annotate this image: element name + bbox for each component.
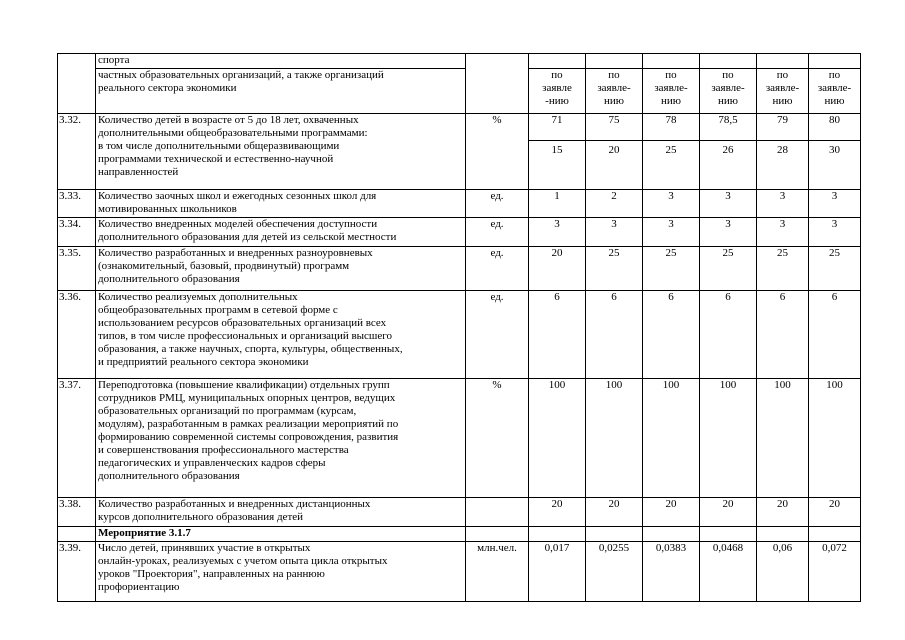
- cell-value: 25: [643, 140, 699, 157]
- cell-value: 0,072: [809, 542, 861, 602]
- cell-value: 3: [643, 190, 700, 218]
- cell-text: спорта: [96, 54, 466, 69]
- cell-value: по заявле- нию: [586, 69, 643, 114]
- cell-unit: ед.: [466, 190, 529, 218]
- cell-value: 6: [757, 291, 809, 379]
- cell-unit: ед.: [466, 247, 529, 291]
- row-number: 3.35.: [58, 247, 96, 291]
- table-row: [58, 247, 861, 291]
- cell-value: 100: [700, 379, 757, 498]
- table-row: [58, 542, 861, 602]
- cell-text: Количество заочных школ и ежегодных сезонных школ для мотивированных школьников: [96, 190, 466, 218]
- cell-value: 78: [665, 114, 677, 126]
- cell-value: 3: [757, 190, 809, 218]
- cell-text: Количество разработанных и внедренных дистанционных курсов дополнительного образования детей: [96, 498, 466, 527]
- cell-value: 100: [529, 379, 586, 498]
- cell-value: 25: [700, 247, 757, 291]
- indicators-table: [57, 53, 861, 602]
- cell-value: по заявле- нию: [700, 69, 757, 114]
- row-number: 3.37.: [58, 379, 96, 498]
- cell-text: Количество внедренных моделей обеспечения доступности дополнительного образования для детей из сельской местности: [96, 218, 466, 247]
- cell-text: Переподготовка (повышение квалификации) отдельных групп сотрудников РМЦ, муниципальных опорных центров, ведущих образовательных организаций по программам (курсам, модулям), разработанным в рамках реализации мероприятий по формированию современной системы сопровождения, развития и совершенствования профессионального мастерства педагогических и управленческих кадров сферы дополнительного образования: [96, 379, 466, 498]
- cell-value: 20: [809, 498, 861, 527]
- cell-value: 71: [551, 114, 563, 126]
- cell-value: 3: [757, 218, 809, 247]
- cell-value: 20: [586, 140, 642, 157]
- cell-value: 3: [529, 218, 586, 247]
- cell-subtext: в том числе дополнительными общеразвивающими программами технической и естественно-научной направленностей: [98, 140, 340, 178]
- cell-value: 6: [529, 291, 586, 379]
- cell-value: 15: [529, 140, 585, 157]
- table-row: [58, 527, 861, 542]
- cell-value: по заявле -нию: [529, 69, 586, 114]
- cell-value: 75: [608, 114, 620, 126]
- cell-value: 20: [643, 498, 700, 527]
- table-row: [58, 379, 861, 498]
- table-row: [58, 54, 861, 69]
- cell-value: 26: [700, 140, 756, 157]
- cell-text: частных образовательных организаций, а также организаций реального сектора экономики: [96, 69, 466, 114]
- cell-value: 20: [757, 498, 809, 527]
- cell-value: 3: [700, 218, 757, 247]
- document-sheet: [57, 53, 861, 602]
- table-row: [58, 218, 861, 247]
- cell-value: 80: [829, 114, 840, 126]
- cell-value: 30: [809, 140, 860, 157]
- table-row: [58, 69, 861, 114]
- cell-text: Количество детей в возрасте от 5 до 18 лет, охваченных дополнительными общеобразовательными программами:: [98, 114, 368, 139]
- cell-unit: ед.: [466, 218, 529, 247]
- cell-value: 3: [643, 218, 700, 247]
- cell-value: 25: [757, 247, 809, 291]
- cell-value: 28: [757, 140, 808, 157]
- table-row: [58, 291, 861, 379]
- cell-value: 100: [809, 379, 861, 498]
- cell-value: 3: [700, 190, 757, 218]
- table-row: [58, 190, 861, 218]
- cell-value: 3: [586, 218, 643, 247]
- cell-value: 100: [643, 379, 700, 498]
- cell-value: 20: [529, 498, 586, 527]
- cell-value: 6: [700, 291, 757, 379]
- cell-value: по заявле- нию: [757, 69, 809, 114]
- cell-value: 79: [777, 114, 788, 126]
- cell-text: Количество разработанных и внедренных разноуровневых (ознакомительный, базовый, продвинутый) программ дополнительного образования: [96, 247, 466, 291]
- row-number: 3.38.: [58, 498, 96, 527]
- cell-value: 3: [809, 218, 861, 247]
- cell-value: 25: [643, 247, 700, 291]
- cell-value: 0,06: [757, 542, 809, 602]
- cell-value: 25: [809, 247, 861, 291]
- cell-unit: млн.чел.: [466, 542, 529, 602]
- cell-value: 3: [809, 190, 861, 218]
- cell-value: 100: [757, 379, 809, 498]
- cell-value: 0,0468: [700, 542, 757, 602]
- cell-unit: [466, 498, 529, 527]
- cell-value: 6: [643, 291, 700, 379]
- cell-value: 0,017: [529, 542, 586, 602]
- row-number: 3.34.: [58, 218, 96, 247]
- cell-unit: ед.: [466, 291, 529, 379]
- cell-text: Число детей, принявших участие в открытых онлайн-уроках, реализуемых с учетом опыта цикла открытых уроков "Проектория", направленных на раннюю профориентацию: [96, 542, 466, 602]
- cell-text: Количество реализуемых дополнительных общеобразовательных программ в сетевой форме с использованием ресурсов образовательных организаций всех типов, в том числе профессиональных и организаций высшего образования, а также научных, спорта, культуры, общественных, и предприятий реального сектора экономики: [96, 291, 466, 379]
- cell-value: 78,5: [718, 114, 738, 126]
- row-number: 3.33.: [58, 190, 96, 218]
- cell-value: 6: [586, 291, 643, 379]
- cell-value: 1: [529, 190, 586, 218]
- cell-value: 0,0383: [643, 542, 700, 602]
- table-row: [58, 498, 861, 527]
- cell-value: 20: [529, 247, 586, 291]
- cell-unit: %: [466, 114, 529, 190]
- section-heading: Мероприятие 3.1.7: [96, 527, 466, 542]
- row-number: 3.32.: [58, 114, 96, 190]
- cell-value: 25: [586, 247, 643, 291]
- cell-value: 100: [586, 379, 643, 498]
- cell-value: 6: [809, 291, 861, 379]
- cell-value: по заявле- нию: [643, 69, 700, 114]
- cell-value: 20: [700, 498, 757, 527]
- row-number: 3.36.: [58, 291, 96, 379]
- cell-value: 20: [586, 498, 643, 527]
- cell-value: 2: [586, 190, 643, 218]
- table-row: [58, 114, 861, 190]
- cell-value: по заявле- нию: [809, 69, 861, 114]
- cell-unit: %: [466, 379, 529, 498]
- cell-value: 0,0255: [586, 542, 643, 602]
- row-number: 3.39.: [58, 542, 96, 602]
